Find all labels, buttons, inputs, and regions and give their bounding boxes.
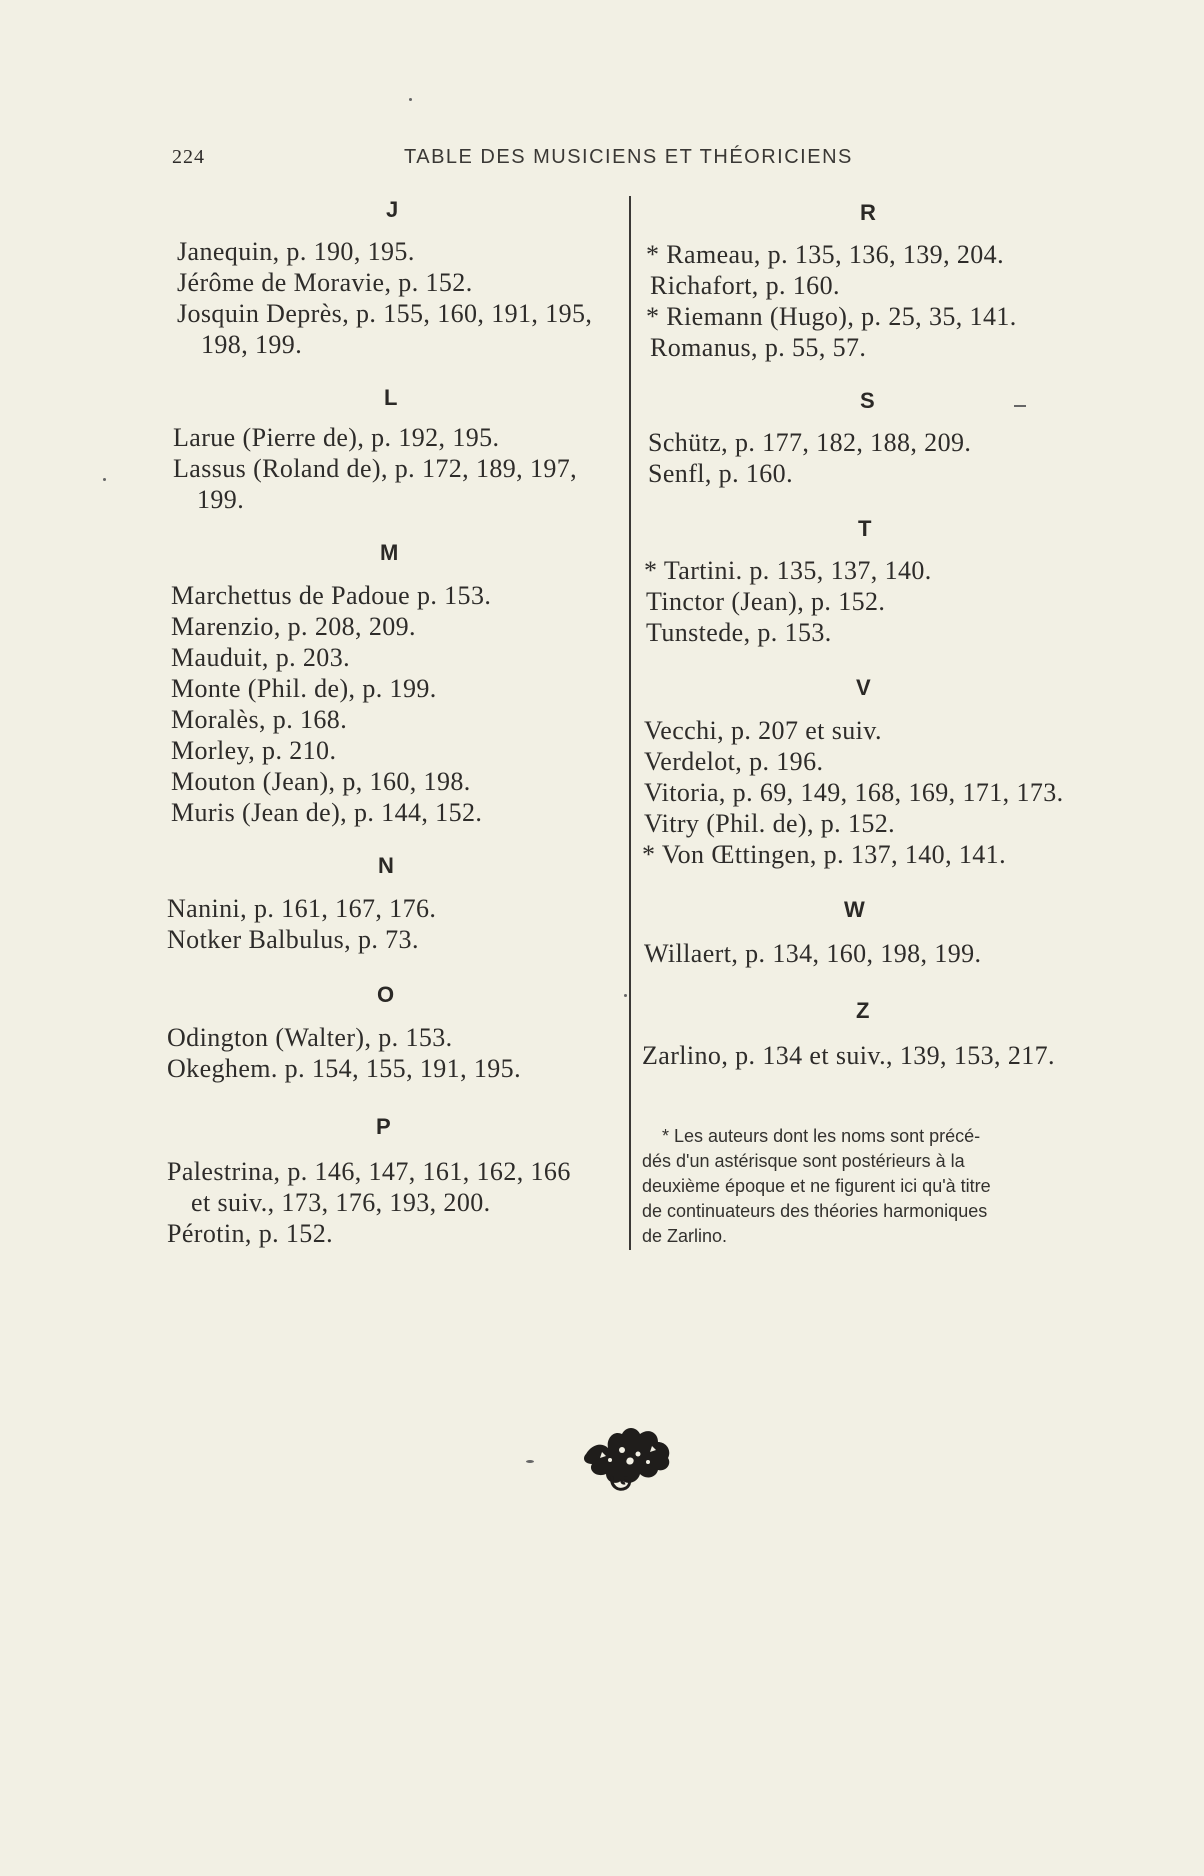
index-entry: Schütz, p. 177, 182, 188, 209. <box>648 428 972 457</box>
index-entry: Mauduit, p. 203. <box>171 643 351 672</box>
index-entry: Odington (Walter), p. 153. <box>167 1023 453 1052</box>
index-entry: Okeghem. p. 154, 155, 191, 195. <box>167 1054 521 1083</box>
section-letter-v: V <box>856 675 871 700</box>
index-entry: * Von Œttingen, p. 137, 140, 141. <box>642 840 1006 869</box>
section-letter-s: S <box>860 388 875 413</box>
print-speck <box>103 478 106 481</box>
footnote-line: de Zarlino. <box>642 1226 728 1246</box>
index-entry: Palestrina, p. 146, 147, 161, 162, 166 <box>167 1157 571 1186</box>
print-speck <box>409 98 412 101</box>
section-letter-w: W <box>844 897 865 922</box>
section-letter-j: J <box>386 197 399 222</box>
index-entry: Willaert, p. 134, 160, 198, 199. <box>644 939 982 968</box>
index-entry: Janequin, p. 190, 195. <box>177 237 415 266</box>
index-entry: Tinctor (Jean), p. 152. <box>646 587 886 616</box>
footnote <box>642 1124 1084 1249</box>
index-entry: Richafort, p. 160. <box>650 271 840 300</box>
index-entry: Morley, p. 210. <box>171 736 337 765</box>
index-entry: Vitoria, p. 69, 149, 168, 169, 171, 173. <box>644 778 1064 807</box>
index-entry: Jérôme de Moravie, p. 152. <box>177 268 473 297</box>
print-speck <box>1014 405 1026 407</box>
index-entry: Verdelot, p. 196. <box>644 747 824 776</box>
section-letter-l: L <box>384 385 398 410</box>
index-entry: Marchettus de Padoue p. 153. <box>171 581 492 610</box>
column-divider <box>629 196 631 1250</box>
index-entry: Marenzio, p. 208, 209. <box>171 612 416 641</box>
index-entry: Zarlino, p. 134 et suiv., 139, 153, 217. <box>642 1041 1055 1070</box>
running-head <box>172 146 872 176</box>
index-entry: Senfl, p. 160. <box>648 459 793 488</box>
index-entry-continuation: 198, 199. <box>201 330 303 359</box>
section-letter-z: Z <box>856 998 870 1023</box>
index-entry: * Riemann (Hugo), p. 25, 35, 141. <box>646 302 1017 331</box>
index-entry: Monte (Phil. de), p. 199. <box>171 674 437 703</box>
footnote-line: deuxième époque et ne figurent ici qu'à titre <box>642 1176 991 1196</box>
print-speck <box>624 994 627 997</box>
index-entry: Lassus (Roland de), p. 172, 189, 197, <box>173 454 578 483</box>
index-entry: Muris (Jean de), p. 144, 152. <box>171 798 483 827</box>
section-letter-m: M <box>380 540 399 565</box>
section-letter-r: R <box>860 200 876 225</box>
index-entry: Pérotin, p. 152. <box>167 1219 334 1248</box>
page-title: TABLE DES MUSICIENS ET THÉORICIENS <box>404 146 853 168</box>
section-letter-t: T <box>858 516 872 541</box>
section-letter-o: O <box>377 982 395 1007</box>
section-letter-p: P <box>376 1114 391 1139</box>
index-entry: Romanus, p. 55, 57. <box>650 333 867 362</box>
index-entry: Vecchi, p. 207 et suiv. <box>644 716 882 745</box>
index-entry: * Tartini. p. 135, 137, 140. <box>644 556 932 585</box>
index-entry: Larue (Pierre de), p. 192, 195. <box>173 423 500 452</box>
floral-ornament-icon <box>582 1420 674 1492</box>
section-letter-n: N <box>378 853 394 878</box>
index-entry: Vitry (Phil. de), p. 152. <box>644 809 896 838</box>
footnote-line: de continuateurs des théories harmoniques <box>642 1201 988 1221</box>
footnote-line: dés d'un astérisque sont postérieurs à la <box>642 1151 965 1171</box>
index-entry: * Rameau, p. 135, 136, 139, 204. <box>646 240 1004 269</box>
index-entry-continuation: 199. <box>197 485 245 514</box>
index-entry: Josquin Deprès, p. 155, 160, 191, 195, <box>177 299 593 328</box>
print-speck <box>526 1460 534 1463</box>
footnote-line: * Les auteurs dont les noms sont précé- <box>662 1126 981 1146</box>
index-entry: Tunstede, p. 153. <box>646 618 832 647</box>
index-entry: Moralès, p. 168. <box>171 705 348 734</box>
index-entry-continuation: et suiv., 173, 176, 193, 200. <box>191 1188 491 1217</box>
index-entry: Notker Balbulus, p. 73. <box>167 925 419 954</box>
index-entry: Nanini, p. 161, 167, 176. <box>167 894 437 923</box>
page-number: 224 <box>172 146 205 168</box>
index-entry: Mouton (Jean), p, 160, 198. <box>171 767 471 796</box>
